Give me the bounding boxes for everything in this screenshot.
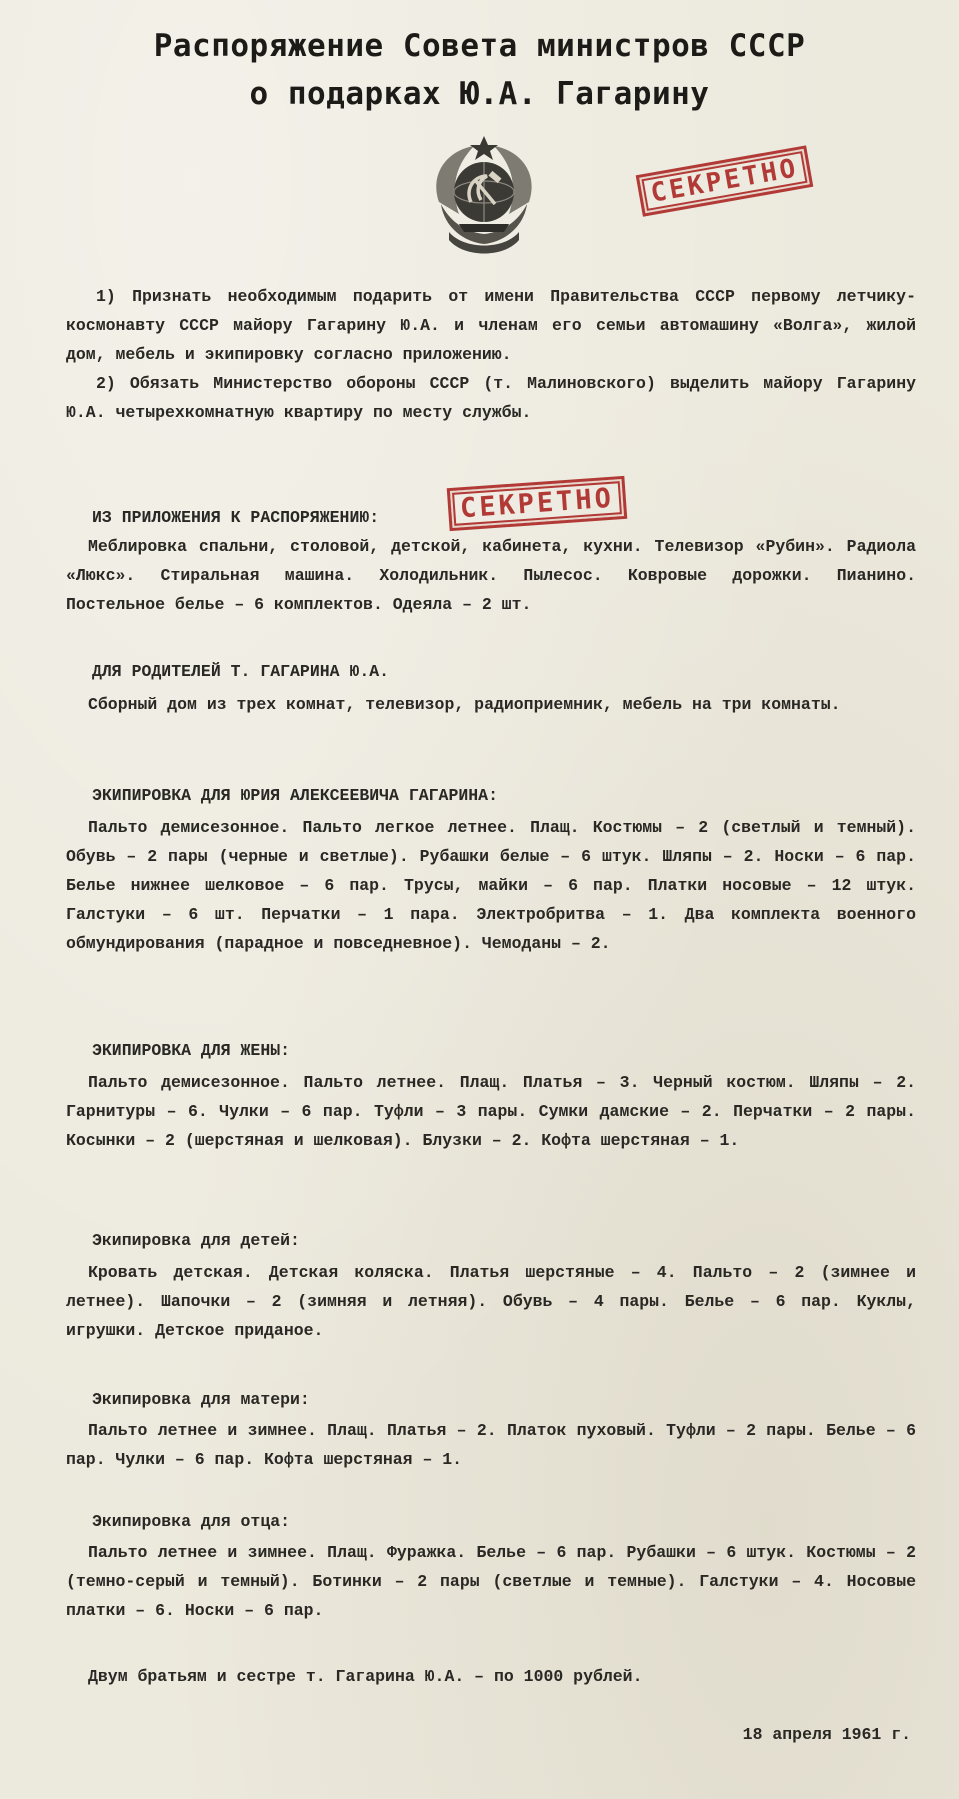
section-text-children: Кровать детская. Детская коляска. Платья шерстяные – 4. Пальто – 2 (зимнее и летнее). Шапочки – 2 (зимняя и летняя). Обувь – 4 пары. Белье – 6 пар. Куклы, игрушки. Детское приданое.: [66, 1263, 916, 1340]
section-text-yuri: Пальто демисезонное. Пальто легкое летнее. Плащ. Костюмы – 2 (светлый и темный). Обувь – 2 пары (черные и светлые). Рубашки белые – 6 штук. Шляпы – 2. Носки – 6 пар. Белье нижнее шелковое – 6 пар. Трусы, майки – 6 пар. Платки носовые – 12 штук. Галстуки – 6 шт. Перчатки – 1 пара. Электробритва – 1. Два комплекта военного обмундирования (парадное и повседневное). Чемоданы – 2.: [66, 818, 916, 953]
section-heading-mother: Экипировка для матери:: [92, 1390, 310, 1409]
secret-stamp: СЕКРЕТНО: [636, 145, 814, 216]
secret-stamp-appendix: СЕКРЕТНО: [447, 476, 628, 531]
section-heading-parents: ДЛЯ РОДИТЕЛЕЙ Т. ГАГАРИНА Ю.А.: [92, 662, 390, 681]
document-date: 18 апреля 1961 г.: [742, 1725, 911, 1744]
title-line-2: о подарках Ю.А. Гагарину: [249, 76, 710, 112]
section-heading-appendix: ИЗ ПРИЛОЖЕНИЯ К РАСПОРЯЖЕНИЮ:: [92, 508, 380, 527]
section-text-appendix: Меблировка спальни, столовой, детской, кабинета, кухни. Телевизор «Рубин». Радиола «Люкс». Стиральная машина. Холодильник. Пылесос. Ковровые дорожки. Пианино. Постельное белье – 6 комплектов. Одеяла – 2 шт.: [66, 537, 916, 614]
section-heading-children: Экипировка для детей:: [92, 1231, 300, 1250]
section-heading-father: Экипировка для отца:: [92, 1512, 291, 1531]
order-paragraph-1: 1) Признать необходимым подарить от имени Правительства СССР первому летчику-космонавту СССР майору Гагарину Ю.А. и членам его семьи автомашину «Волга», жилой дом, мебель и экипировку согласно приложению.: [66, 287, 916, 364]
section-text-mother: Пальто летнее и зимнее. Плащ. Платья – 2. Платок пуховый. Туфли – 2 пары. Белье – 6 пар. Чулки – 6 пар. Кофта шерстяная – 1.: [66, 1421, 916, 1469]
document-title: [0, 22, 959, 118]
ussr-coat-of-arms-icon: [419, 132, 549, 260]
section-heading-wife: ЭКИПИРОВКА ДЛЯ ЖЕНЫ:: [92, 1041, 291, 1060]
section-text-father: Пальто летнее и зимнее. Плащ. Фуражка. Белье – 6 пар. Рубашки – 6 штук. Костюмы – 2 (темно-серый и темный). Ботинки – 2 пары (светлые и темные). Галстуки – 4. Носовые платки – 6. Носки – 6 пар.: [66, 1543, 916, 1620]
order-paragraph-2: 2) Обязать Министерство обороны СССР (т. Малиновского) выделить майору Гагарину Ю.А. четырехкомнатную квартиру по месту службы.: [66, 374, 916, 422]
section-text-wife: Пальто демисезонное. Пальто летнее. Плащ. Платья – 3. Черный костюм. Шляпы – 2. Гарнитуры – 6. Чулки – 6 пар. Туфли – 3 пары. Сумки дамские – 2. Перчатки – 2 пары. Косынки – 2 (шерстяная и шелковая). Блузки – 2. Кофта шерстяная – 1.: [66, 1073, 916, 1150]
closing-line: Двум братьям и сестре т. Гагарина Ю.А. – по 1000 рублей.: [88, 1667, 643, 1686]
section-heading-yuri: ЭКИПИРОВКА ДЛЯ ЮРИЯ АЛЕКСЕЕВИЧА ГАГАРИНА:: [92, 786, 498, 805]
title-line-1: Распоряжение Совета министров СССР: [153, 28, 806, 64]
section-text-parents: Сборный дом из трех комнат, телевизор, радиоприемник, мебель на три комнаты.: [88, 695, 841, 714]
order-paragraphs: [66, 282, 916, 427]
